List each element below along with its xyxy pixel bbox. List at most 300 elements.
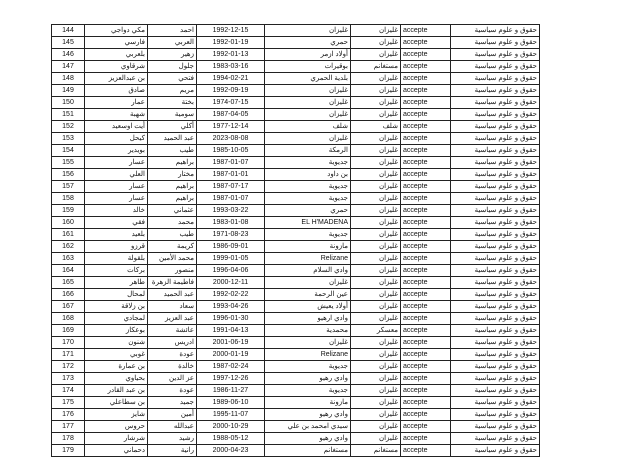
last-name-cell: شنون [85, 337, 148, 349]
specialty-cell: حقوق و علوم سياسية [451, 205, 540, 217]
status-cell: accepte [401, 109, 451, 121]
birth-date-cell: 2000-04-23 [197, 445, 265, 457]
status-cell: accepte [401, 25, 451, 37]
last-name-cell: شهبة [85, 109, 148, 121]
status-cell: accepte [401, 145, 451, 157]
status-cell: accepte [401, 217, 451, 229]
table-row [52, 241, 540, 253]
table-row [52, 373, 540, 385]
row-number-cell: 156 [52, 169, 85, 181]
last-name-cell: بلعربي [85, 49, 148, 61]
wilaya-cell: غليزان [351, 421, 401, 433]
wilaya-cell: غليزان [351, 37, 401, 49]
wilaya-cell: غليزان [351, 133, 401, 145]
row-number-cell: 147 [52, 61, 85, 73]
specialty-cell: حقوق و علوم سياسية [451, 253, 540, 265]
row-number-cell: 146 [52, 49, 85, 61]
first-name-cell: عثماني [148, 205, 197, 217]
last-name-cell: عسار [85, 157, 148, 169]
birth-place-cell: عين الرحمة [265, 289, 351, 301]
row-number-cell: 162 [52, 241, 85, 253]
wilaya-cell: غليزان [351, 109, 401, 121]
specialty-cell: حقوق و علوم سياسية [451, 325, 540, 337]
wilaya-cell: غليزان [351, 205, 401, 217]
first-name-cell: محمد الأمين [148, 253, 197, 265]
status-cell: accepte [401, 253, 451, 265]
first-name-cell: طيب [148, 145, 197, 157]
last-name-cell: عسار [85, 193, 148, 205]
birth-date-cell: 1994-02-21 [197, 73, 265, 85]
birth-date-cell: 1996-01-30 [197, 313, 265, 325]
specialty-cell: حقوق و علوم سياسية [451, 61, 540, 73]
last-name-cell: شرشار [85, 433, 148, 445]
wilaya-cell: غليزان [351, 289, 401, 301]
specialty-cell: حقوق و علوم سياسية [451, 289, 540, 301]
last-name-cell: حروس [85, 421, 148, 433]
specialty-cell: حقوق و علوم سياسية [451, 373, 540, 385]
specialty-cell: حقوق و علوم سياسية [451, 49, 540, 61]
table-row [52, 145, 540, 157]
birth-date-cell: 1987-02-24 [197, 361, 265, 373]
birth-place-cell: جديوية [265, 181, 351, 193]
table-row [52, 397, 540, 409]
last-name-cell: قرزو [85, 241, 148, 253]
birth-place-cell: جديوية [265, 385, 351, 397]
wilaya-cell: غليزان [351, 169, 401, 181]
first-name-cell: جميد [148, 397, 197, 409]
birth-date-cell: 2023-08-08 [197, 133, 265, 145]
row-number-cell: 148 [52, 73, 85, 85]
row-number-cell: 170 [52, 337, 85, 349]
first-name-cell: عبد الحميد [148, 133, 197, 145]
first-name-cell: عبدالله [148, 421, 197, 433]
birth-date-cell: 1987-01-01 [197, 169, 265, 181]
status-cell: accepte [401, 73, 451, 85]
row-number-cell: 178 [52, 433, 85, 445]
first-name-cell: خالدة [148, 361, 197, 373]
birth-place-cell: حمري [265, 37, 351, 49]
birth-place-cell: أولاد ازمر [265, 49, 351, 61]
birth-date-cell: 1986-09-01 [197, 241, 265, 253]
last-name-cell: بحياوي [85, 373, 148, 385]
status-cell: accepte [401, 277, 451, 289]
specialty-cell: حقوق و علوم سياسية [451, 85, 540, 97]
table-row [52, 229, 540, 241]
birth-place-cell: وادي رهيو [265, 433, 351, 445]
first-name-cell: مريم [148, 85, 197, 97]
birth-date-cell: 1988-05-12 [197, 433, 265, 445]
birth-place-cell: بوقيرات [265, 61, 351, 73]
specialty-cell: حقوق و علوم سياسية [451, 433, 540, 445]
table-row [52, 181, 540, 193]
status-cell: accepte [401, 349, 451, 361]
birth-place-cell: غليزان [265, 109, 351, 121]
wilaya-cell: غليزان [351, 229, 401, 241]
first-name-cell: ادريس [148, 337, 197, 349]
table-row [52, 409, 540, 421]
status-cell: accepte [401, 85, 451, 97]
last-name-cell: لمجادي [85, 313, 148, 325]
table-row [52, 193, 540, 205]
specialty-cell: حقوق و علوم سياسية [451, 397, 540, 409]
table-row [52, 433, 540, 445]
wilaya-cell: غليزان [351, 97, 401, 109]
row-number-cell: 163 [52, 253, 85, 265]
row-number-cell: 176 [52, 409, 85, 421]
last-name-cell: العلي [85, 169, 148, 181]
row-number-cell: 157 [52, 181, 85, 193]
first-name-cell: عز الدين [148, 373, 197, 385]
row-number-cell: 152 [52, 121, 85, 133]
last-name-cell: بويدير [85, 145, 148, 157]
wilaya-cell: غليزان [351, 409, 401, 421]
birth-place-cell: محمدية [265, 325, 351, 337]
specialty-cell: حقوق و علوم سياسية [451, 265, 540, 277]
last-name-cell: بلقولة [85, 253, 148, 265]
status-cell: accepte [401, 361, 451, 373]
row-number-cell: 165 [52, 277, 85, 289]
specialty-cell: حقوق و علوم سياسية [451, 445, 540, 457]
last-name-cell: بلعيد [85, 229, 148, 241]
birth-place-cell: جديوية [265, 157, 351, 169]
birth-place-cell: غليزان [265, 133, 351, 145]
table-row [52, 37, 540, 49]
wilaya-cell: غليزان [351, 265, 401, 277]
specialty-cell: حقوق و علوم سياسية [451, 97, 540, 109]
last-name-cell: بن زلاقة [85, 301, 148, 313]
birth-place-cell: مازونة [265, 241, 351, 253]
wilaya-cell: غليزان [351, 253, 401, 265]
first-name-cell: سعاد [148, 301, 197, 313]
first-name-cell: العربي [148, 37, 197, 49]
row-number-cell: 172 [52, 361, 85, 373]
status-cell: accepte [401, 157, 451, 169]
table-row [52, 337, 540, 349]
wilaya-cell: غليزان [351, 337, 401, 349]
row-number-cell: 177 [52, 421, 85, 433]
status-cell: accepte [401, 373, 451, 385]
wilaya-cell: غليزان [351, 301, 401, 313]
birth-place-cell: وادي رهيو [265, 409, 351, 421]
specialty-cell: حقوق و علوم سياسية [451, 193, 540, 205]
first-name-cell: بختة [148, 97, 197, 109]
first-name-cell: عائشة [148, 325, 197, 337]
last-name-cell: فارسي [85, 37, 148, 49]
row-number-cell: 158 [52, 193, 85, 205]
first-name-cell: أمين [148, 409, 197, 421]
birth-date-cell: 1987-01-07 [197, 157, 265, 169]
birth-date-cell: 1992-12-15 [197, 25, 265, 37]
row-number-cell: 171 [52, 349, 85, 361]
specialty-cell: حقوق و علوم سياسية [451, 409, 540, 421]
status-cell: accepte [401, 313, 451, 325]
birth-place-cell: مستغانم [265, 445, 351, 457]
specialty-cell: حقوق و علوم سياسية [451, 361, 540, 373]
row-number-cell: 167 [52, 301, 85, 313]
row-number-cell: 161 [52, 229, 85, 241]
status-cell: accepte [401, 289, 451, 301]
status-cell: accepte [401, 241, 451, 253]
table-row [52, 73, 540, 85]
specialty-cell: حقوق و علوم سياسية [451, 241, 540, 253]
first-name-cell: زهير [148, 49, 197, 61]
status-cell: accepte [401, 205, 451, 217]
first-name-cell: فتحي [148, 73, 197, 85]
wilaya-cell: غليزان [351, 397, 401, 409]
birth-place-cell: وادي ارهيو [265, 313, 351, 325]
last-name-cell: دحماني [85, 445, 148, 457]
table-row [52, 445, 540, 457]
specialty-cell: حقوق و علوم سياسية [451, 301, 540, 313]
last-name-cell: عمار [85, 97, 148, 109]
birth-place-cell: جديوية [265, 193, 351, 205]
wilaya-cell: غليزان [351, 25, 401, 37]
birth-date-cell: 1992-01-19 [197, 37, 265, 49]
specialty-cell: حقوق و علوم سياسية [451, 181, 540, 193]
row-number-cell: 153 [52, 133, 85, 145]
row-number-cell: 166 [52, 289, 85, 301]
wilaya-cell: غليزان [351, 157, 401, 169]
first-name-cell: احمد [148, 25, 197, 37]
first-name-cell: عودة [148, 385, 197, 397]
birth-date-cell: 2001-06-19 [197, 337, 265, 349]
row-number-cell: 145 [52, 37, 85, 49]
birth-date-cell: 1985-10-05 [197, 145, 265, 157]
table-row [52, 205, 540, 217]
wilaya-cell: غليزان [351, 217, 401, 229]
birth-date-cell: 1974-07-15 [197, 97, 265, 109]
birth-place-cell: غليزان [265, 337, 351, 349]
wilaya-cell: مستغانم [351, 61, 401, 73]
specialty-cell: حقوق و علوم سياسية [451, 121, 540, 133]
table-row [52, 313, 540, 325]
first-name-cell: براهيم [148, 193, 197, 205]
status-cell: accepte [401, 385, 451, 397]
first-name-cell: كريمة [148, 241, 197, 253]
wilaya-cell: غليزان [351, 181, 401, 193]
birth-place-cell: غليزان [265, 25, 351, 37]
table-row [52, 289, 540, 301]
first-name-cell: محمد [148, 217, 197, 229]
birth-date-cell: 1997-12-26 [197, 373, 265, 385]
birth-place-cell: وادي السلام [265, 265, 351, 277]
status-cell: accepte [401, 61, 451, 73]
birth-place-cell: غليزان [265, 85, 351, 97]
specialty-cell: حقوق و علوم سياسية [451, 145, 540, 157]
last-name-cell: مكي دواجي [85, 25, 148, 37]
first-name-cell: رشيد [148, 433, 197, 445]
birth-place-cell: شلف [265, 121, 351, 133]
row-number-cell: 160 [52, 217, 85, 229]
last-name-cell: صادق [85, 85, 148, 97]
table-row [52, 61, 540, 73]
status-cell: accepte [401, 37, 451, 49]
status-cell: accepte [401, 397, 451, 409]
birth-date-cell: 1993-03-22 [197, 205, 265, 217]
table-row [52, 25, 540, 37]
birth-place-cell: بلدية الحمري [265, 73, 351, 85]
row-number-cell: 168 [52, 313, 85, 325]
specialty-cell: حقوق و علوم سياسية [451, 217, 540, 229]
table-row [52, 421, 540, 433]
birth-place-cell: Relizane [265, 349, 351, 361]
first-name-cell: رانية [148, 445, 197, 457]
first-name-cell: جلول [148, 61, 197, 73]
specialty-cell: حقوق و علوم سياسية [451, 421, 540, 433]
status-cell: accepte [401, 229, 451, 241]
row-number-cell: 144 [52, 25, 85, 37]
birth-place-cell: جديوية [265, 229, 351, 241]
status-cell: accepte [401, 421, 451, 433]
first-name-cell: عودة [148, 349, 197, 361]
birth-place-cell: غليزان [265, 97, 351, 109]
wilaya-cell: غليزان [351, 361, 401, 373]
birth-place-cell: غليزان [265, 277, 351, 289]
birth-place-cell: أولاد يعيش [265, 301, 351, 313]
table-row [52, 217, 540, 229]
row-number-cell: 159 [52, 205, 85, 217]
last-name-cell: أيت اوسعيد [85, 121, 148, 133]
admissions-table [51, 24, 540, 457]
wilaya-cell: معسكر [351, 325, 401, 337]
row-number-cell: 151 [52, 109, 85, 121]
status-cell: accepte [401, 337, 451, 349]
table-row [52, 277, 540, 289]
table-row [52, 109, 540, 121]
birth-date-cell: 1986-11-27 [197, 385, 265, 397]
birth-date-cell: 2000-10-29 [197, 421, 265, 433]
row-number-cell: 169 [52, 325, 85, 337]
table-row [52, 301, 540, 313]
specialty-cell: حقوق و علوم سياسية [451, 109, 540, 121]
wilaya-cell: غليزان [351, 385, 401, 397]
birth-date-cell: 1987-07-17 [197, 181, 265, 193]
first-name-cell: براهيم [148, 157, 197, 169]
first-name-cell: فاطيمة الزهرة [148, 277, 197, 289]
birth-date-cell: 1995-11-07 [197, 409, 265, 421]
specialty-cell: حقوق و علوم سياسية [451, 157, 540, 169]
last-name-cell: بن سطاعلي [85, 397, 148, 409]
birth-place-cell: وادي رهيو [265, 373, 351, 385]
specialty-cell: حقوق و علوم سياسية [451, 349, 540, 361]
row-number-cell: 174 [52, 385, 85, 397]
wilaya-cell: غليزان [351, 145, 401, 157]
wilaya-cell: غليزان [351, 241, 401, 253]
status-cell: accepte [401, 49, 451, 61]
table-row [52, 253, 540, 265]
wilaya-cell: غليزان [351, 193, 401, 205]
table-row [52, 325, 540, 337]
status-cell: accepte [401, 325, 451, 337]
first-name-cell: منصور [148, 265, 197, 277]
wilaya-cell: غليزان [351, 313, 401, 325]
status-cell: accepte [401, 433, 451, 445]
birth-place-cell: جديوية [265, 361, 351, 373]
table-row [52, 349, 540, 361]
birth-date-cell: 1996-04-06 [197, 265, 265, 277]
first-name-cell: عبد الحميد [148, 289, 197, 301]
specialty-cell: حقوق و علوم سياسية [451, 133, 540, 145]
last-name-cell: فقي [85, 217, 148, 229]
birth-date-cell: 1977-12-14 [197, 121, 265, 133]
status-cell: accepte [401, 301, 451, 313]
wilaya-cell: شلف [351, 121, 401, 133]
birth-date-cell: 1983-03-16 [197, 61, 265, 73]
birth-date-cell: 1987-04-05 [197, 109, 265, 121]
birth-date-cell: 1971-08-23 [197, 229, 265, 241]
wilaya-cell: غليزان [351, 85, 401, 97]
birth-date-cell: 1999-01-05 [197, 253, 265, 265]
birth-date-cell: 1983-01-08 [197, 217, 265, 229]
specialty-cell: حقوق و علوم سياسية [451, 337, 540, 349]
status-cell: accepte [401, 121, 451, 133]
last-name-cell: طاهر [85, 277, 148, 289]
row-number-cell: 179 [52, 445, 85, 457]
birth-date-cell: 1992-02-22 [197, 289, 265, 301]
wilaya-cell: غليزان [351, 277, 401, 289]
specialty-cell: حقوق و علوم سياسية [451, 25, 540, 37]
table-row [52, 97, 540, 109]
row-number-cell: 173 [52, 373, 85, 385]
wilaya-cell: غليزان [351, 73, 401, 85]
first-name-cell: سومية [148, 109, 197, 121]
birth-date-cell: 1989-06-10 [197, 397, 265, 409]
birth-place-cell: سيدي امحمد بن علي [265, 421, 351, 433]
last-name-cell: بن عبدالعزيز [85, 73, 148, 85]
wilaya-cell: غليزان [351, 433, 401, 445]
first-name-cell: أكلي [148, 121, 197, 133]
specialty-cell: حقوق و علوم سياسية [451, 229, 540, 241]
table-row [52, 385, 540, 397]
birth-date-cell: 2000-01-19 [197, 349, 265, 361]
first-name-cell: براهيم [148, 181, 197, 193]
row-number-cell: 175 [52, 397, 85, 409]
specialty-cell: حقوق و علوم سياسية [451, 385, 540, 397]
wilaya-cell: غليزان [351, 349, 401, 361]
birth-date-cell: 1987-01-07 [197, 193, 265, 205]
table-row [52, 169, 540, 181]
last-name-cell: كيحل [85, 133, 148, 145]
table-row [52, 133, 540, 145]
last-name-cell: عسار [85, 181, 148, 193]
first-name-cell: مختار [148, 169, 197, 181]
row-number-cell: 154 [52, 145, 85, 157]
birth-place-cell: Relizane [265, 253, 351, 265]
status-cell: accepte [401, 133, 451, 145]
last-name-cell: غوبي [85, 349, 148, 361]
last-name-cell: بوعكاز [85, 325, 148, 337]
birth-place-cell: بن داود [265, 169, 351, 181]
status-cell: accepte [401, 265, 451, 277]
table-row [52, 85, 540, 97]
last-name-cell: بركات [85, 265, 148, 277]
birth-date-cell: 1992-01-13 [197, 49, 265, 61]
birth-place-cell: مازونة [265, 397, 351, 409]
wilaya-cell: مستغانم [351, 445, 401, 457]
status-cell: accepte [401, 169, 451, 181]
last-name-cell: بن عمارة [85, 361, 148, 373]
last-name-cell: خالد [85, 205, 148, 217]
specialty-cell: حقوق و علوم سياسية [451, 37, 540, 49]
status-cell: accepte [401, 97, 451, 109]
status-cell: accepte [401, 193, 451, 205]
table-row [52, 121, 540, 133]
status-cell: accepte [401, 409, 451, 421]
wilaya-cell: غليزان [351, 373, 401, 385]
specialty-cell: حقوق و علوم سياسية [451, 73, 540, 85]
birth-date-cell: 1991-04-13 [197, 325, 265, 337]
row-number-cell: 155 [52, 157, 85, 169]
